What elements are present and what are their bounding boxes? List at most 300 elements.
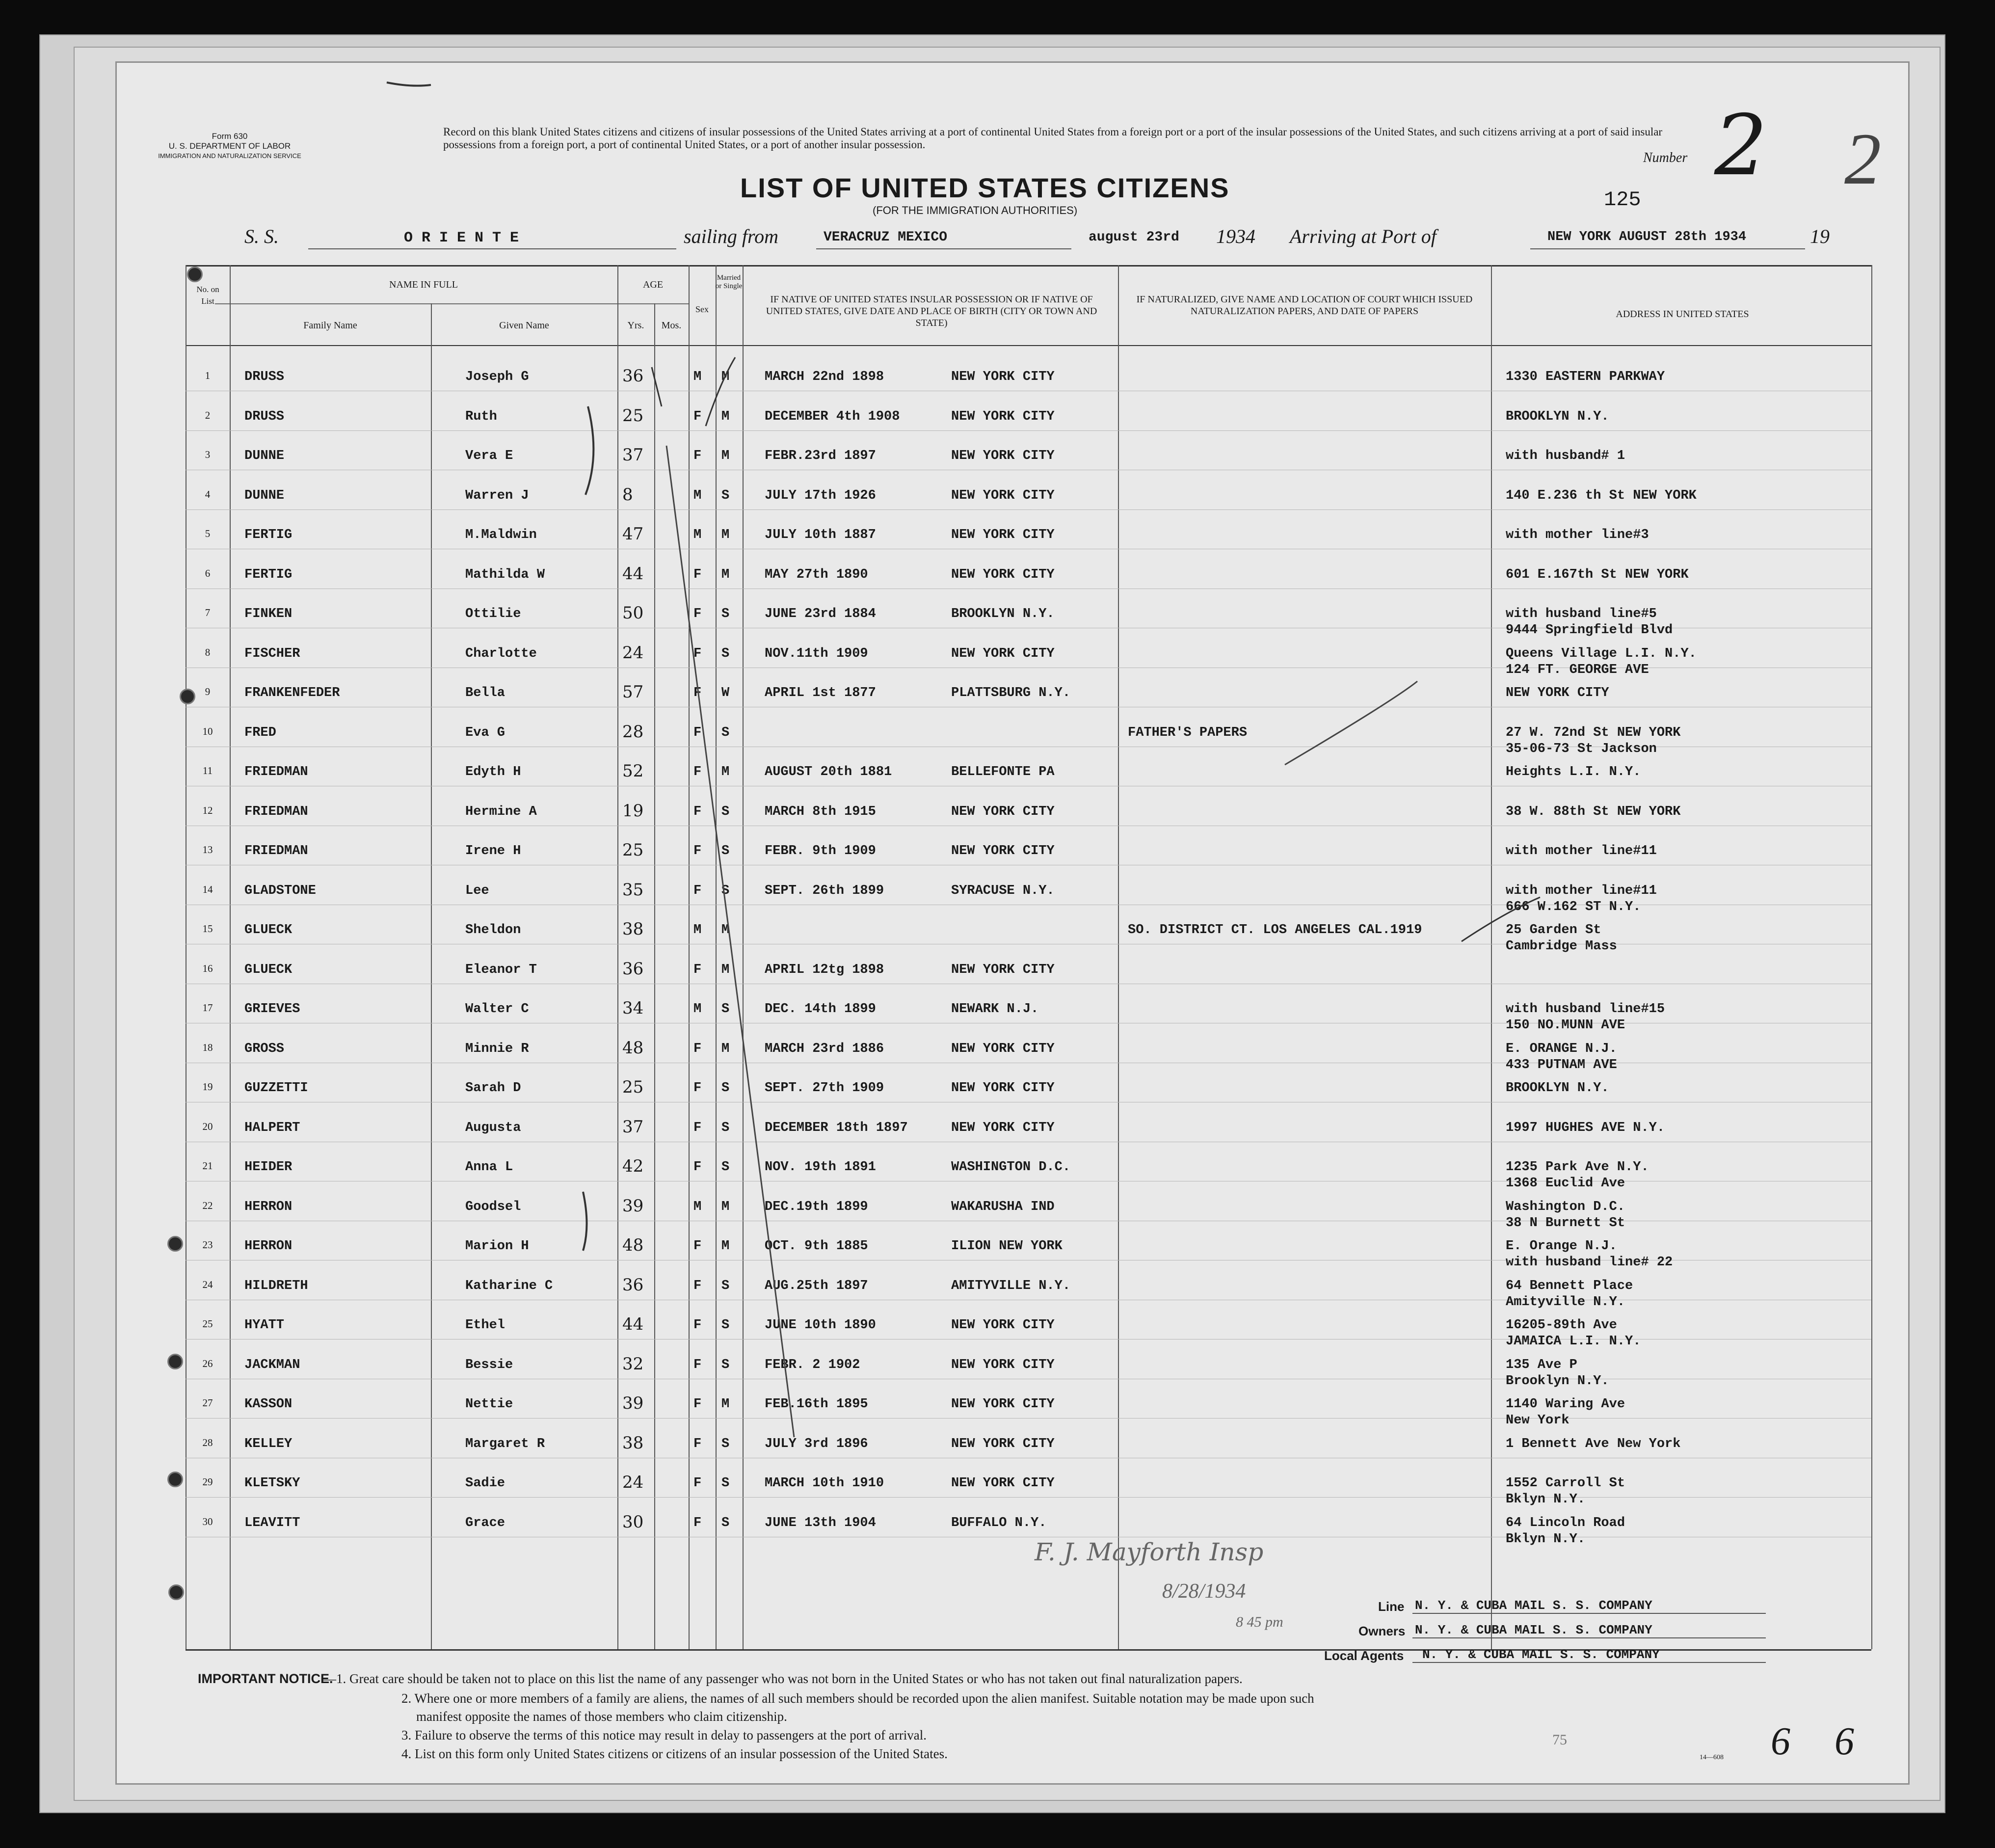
cell-no: 16	[202, 962, 213, 974]
binder-hole	[167, 1236, 183, 1252]
owners-label: Owners	[1358, 1624, 1406, 1638]
cell-sex: M	[693, 923, 702, 937]
sailing-date: august 23rd	[1089, 230, 1179, 245]
cell-sex: F	[693, 1278, 702, 1293]
cell-age: 38	[622, 1433, 644, 1453]
cell-given: Walter C	[465, 1002, 529, 1017]
cell-sex: F	[693, 646, 702, 661]
cell-sex: F	[693, 1041, 702, 1056]
cell-family: FISCHER	[244, 646, 300, 661]
cell-address2: Bklyn N.Y.	[1506, 1492, 1586, 1507]
notice-item-3: 3. Failure to observe the terms of this notice may result in delay to passengers at the port of arrival.	[401, 1728, 927, 1742]
cell-given: Ethel	[465, 1318, 505, 1333]
cell-ms: M	[721, 1041, 730, 1056]
cell-no: 19	[202, 1081, 213, 1093]
cell-family: DRUSS	[244, 370, 285, 384]
cell-no: 27	[202, 1397, 213, 1409]
cell-sex: F	[693, 1476, 702, 1491]
cell-family: GLUECK	[244, 962, 293, 977]
notice-item-4: 4. List on this form only United States citizens or citizens of an insular possession of the United States.	[401, 1746, 948, 1761]
cell-address1: 1330 EASTERN PARKWAY	[1506, 370, 1665, 384]
binder-hole	[187, 267, 203, 282]
cell-ms: S	[721, 1160, 730, 1175]
cell-age: 42	[622, 1156, 644, 1176]
page-number: 125	[1604, 188, 1641, 212]
cell-address1: Washington D.C.	[1506, 1199, 1625, 1214]
cell-sex: F	[693, 1397, 702, 1412]
department-name: U. S. DEPARTMENT OF LABOR	[168, 141, 291, 151]
cell-no: 30	[202, 1515, 213, 1527]
cell-no: 13	[202, 844, 213, 856]
cell-ms: S	[721, 1120, 730, 1135]
cell-age: 44	[622, 563, 644, 584]
cell-given: M.Maldwin	[465, 528, 537, 542]
cell-birth-date: JULY 10th 1887	[765, 528, 876, 542]
cell-sex: F	[693, 844, 702, 858]
cell-address2: Cambridge Mass	[1506, 939, 1617, 954]
notice-title: IMPORTANT NOTICE.	[198, 1671, 333, 1686]
cell-address1: E. ORANGE N.J.	[1506, 1041, 1617, 1056]
col-address: ADDRESS IN UNITED STATES	[1616, 309, 1749, 320]
cell-given: Ruth	[465, 409, 497, 424]
cell-birth-place: NEW YORK CITY	[951, 449, 1055, 463]
cell-sex: F	[693, 567, 702, 582]
cell-birth-date: MARCH 8th 1915	[765, 804, 876, 819]
cell-family: GUZZETTI	[244, 1081, 308, 1096]
cell-birth-place: NEW YORK CITY	[951, 528, 1055, 542]
service-name: IMMIGRATION AND NATURALIZATION SERVICE	[158, 152, 301, 160]
cell-ms: M	[721, 567, 730, 582]
cell-address1: 601 E.167th St NEW YORK	[1506, 567, 1689, 582]
cell-birth-place: NEWARK N.J.	[951, 1002, 1039, 1017]
cell-address1: 1 Bennett Ave New York	[1506, 1436, 1681, 1451]
cell-birth-place: NEW YORK CITY	[951, 1081, 1055, 1096]
cell-ms: S	[721, 1476, 730, 1491]
cell-family: FERTIG	[244, 528, 293, 542]
record-instruction: Record on this blank United States citizens and citizens of insular possessions of the United States arriving at a port of continental United States from a foreign port or a port of the insular possessions of the United States, and such citizens arriving at a port of said insular possessions from a foreign port, a port of continental United States, or a port of another insular possession.	[443, 126, 1663, 151]
cell-no: 10	[202, 725, 213, 737]
cell-ms: S	[721, 1278, 730, 1293]
cell-family: GLADSTONE	[244, 883, 316, 898]
cell-age: 35	[622, 880, 644, 900]
cell-birth-place: ILION NEW YORK	[951, 1239, 1063, 1254]
cell-given: Bessie	[465, 1357, 513, 1372]
cell-address2: Bklyn N.Y.	[1506, 1531, 1586, 1547]
cell-birth-date: DEC.19th 1899	[765, 1199, 868, 1214]
col-family-name: Family Name	[303, 320, 357, 331]
cell-birth-date: OCT. 9th 1885	[765, 1239, 868, 1254]
cell-age: 24	[622, 1473, 644, 1492]
cell-sex: F	[693, 607, 702, 621]
corner-mark-b: 6	[1835, 1720, 1854, 1763]
cell-age: 25	[622, 840, 644, 860]
cell-ms: S	[721, 844, 730, 858]
cell-address1: 25 Garden St	[1506, 923, 1601, 937]
cell-ms: M	[721, 765, 730, 779]
cell-address1: Heights L.I. N.Y.	[1506, 765, 1641, 779]
cell-address2: Brooklyn N.Y.	[1506, 1373, 1609, 1389]
cell-address2: with husband line# 22	[1506, 1255, 1673, 1270]
cell-family: GROSS	[244, 1041, 285, 1056]
cell-sex: F	[693, 1436, 702, 1451]
cell-age: 36	[622, 1275, 644, 1295]
cell-given: Marion H	[465, 1239, 529, 1254]
cell-birth-place: AMITYVILLE N.Y.	[951, 1278, 1071, 1293]
cell-birth-place: NEW YORK CITY	[951, 1120, 1055, 1135]
cell-family: DUNNE	[244, 449, 285, 463]
cell-birth-place: NEW YORK CITY	[951, 370, 1055, 384]
corner-mark-a: 6	[1771, 1720, 1790, 1763]
cell-birth-place: PLATTSBURG N.Y.	[951, 686, 1071, 700]
cell-age: 24	[622, 643, 644, 663]
cell-address2: 9444 Springfield Blvd	[1506, 623, 1673, 638]
arriving-label: Arriving at Port of	[1290, 225, 1436, 247]
cell-ms: S	[721, 1515, 730, 1530]
binder-hole	[168, 1584, 184, 1600]
cell-ms: M	[721, 1397, 730, 1412]
cell-sex: M	[693, 528, 702, 542]
cell-age: 34	[622, 998, 644, 1018]
cell-no: 7	[205, 607, 211, 618]
cell-family: FINKEN	[244, 607, 293, 621]
cell-birth-date: MAY 27th 1890	[765, 567, 868, 582]
cell-address1: 135 Ave P	[1506, 1357, 1577, 1372]
cell-ms: M	[721, 923, 730, 937]
cell-birth-place: NEW YORK CITY	[951, 1041, 1055, 1056]
notice-item-2: 2. Where one or more members of a family are aliens, the names of all such members should be recorded upon the alien manifest. Suitable notation may be made upon such	[401, 1691, 1314, 1706]
notice-item-2-cont: manifest opposite the names of those members who claim citizenship.	[416, 1709, 787, 1724]
cell-ms: S	[721, 646, 730, 661]
manifest-page	[115, 61, 1910, 1785]
cell-ms: S	[721, 883, 730, 898]
cell-given: Ottilie	[465, 607, 521, 621]
cell-birth-date: FEBR.23rd 1897	[765, 449, 876, 463]
inspection-date: 8/28/1934	[1162, 1580, 1246, 1603]
cell-birth-place: SYRACUSE N.Y.	[951, 883, 1055, 898]
cell-no: 12	[202, 804, 213, 816]
cell-no: 17	[202, 1002, 213, 1014]
binder-hole	[167, 1472, 183, 1487]
cell-family: KELLEY	[244, 1436, 293, 1451]
cell-given: Sarah D	[465, 1081, 521, 1096]
cell-no: 4	[205, 488, 211, 500]
cell-birth-date: SEPT. 27th 1909	[765, 1081, 884, 1096]
cell-no: 15	[202, 923, 213, 935]
cell-address1: 64 Bennett Place	[1506, 1278, 1633, 1293]
cell-family: DRUSS	[244, 409, 285, 424]
cell-family: GLUECK	[244, 923, 293, 937]
line-value: N. Y. & CUBA MAIL S. S. COMPANY	[1415, 1598, 1652, 1613]
cell-family: GRIEVES	[244, 1002, 300, 1017]
cell-birth-date: JUNE 10th 1890	[765, 1318, 876, 1333]
page-subtitle: (FOR THE IMMIGRATION AUTHORITIES)	[873, 204, 1078, 216]
cell-family: KASSON	[244, 1397, 293, 1412]
cell-birth-date: APRIL 1st 1877	[765, 686, 876, 700]
cell-address2: Amityville N.Y.	[1506, 1294, 1625, 1310]
cell-sex: F	[693, 409, 702, 424]
cell-age: 32	[622, 1354, 644, 1374]
cell-given: Sadie	[465, 1476, 505, 1491]
form-number: Form 630	[212, 132, 248, 141]
cell-no: 5	[205, 528, 211, 539]
arrival-info: NEW YORK AUGUST 28th 1934	[1547, 230, 1747, 244]
cell-address2: 150 NO.MUNN AVE	[1506, 1018, 1625, 1033]
cell-no: 1	[205, 370, 211, 381]
handwritten-marks	[117, 63, 1908, 1783]
cell-birth-date: DECEMBER 4th 1908	[765, 409, 900, 424]
cell-address1: 1140 Waring Ave	[1506, 1397, 1625, 1412]
cell-address1: 1235 Park Ave N.Y.	[1506, 1160, 1649, 1175]
cell-sex: M	[693, 1199, 702, 1214]
cell-no: 21	[202, 1160, 213, 1172]
cell-address1: 27 W. 72nd St NEW YORK	[1506, 725, 1681, 740]
cell-sex: F	[693, 686, 702, 700]
cell-age: 52	[622, 761, 644, 781]
cell-given: Eva G	[465, 725, 505, 740]
cell-address2: New York	[1506, 1413, 1569, 1428]
cell-address2: 124 FT. GEORGE AVE	[1506, 662, 1649, 677]
cell-ms: S	[721, 1436, 730, 1451]
cell-given: Joseph G	[465, 370, 529, 384]
cell-birth-place: BROOKLYN N.Y.	[951, 607, 1055, 621]
col-no-on-list: No. on List	[196, 285, 219, 306]
cell-sex: F	[693, 1515, 702, 1530]
cell-birth-place: NEW YORK CITY	[951, 567, 1055, 582]
cell-family: HERRON	[244, 1199, 293, 1214]
cell-naturalized: FATHER'S PAPERS	[1128, 725, 1248, 740]
cell-birth-place: NEW YORK CITY	[951, 1397, 1055, 1412]
cell-birth-date: AUG.25th 1897	[765, 1278, 868, 1293]
cell-no: 22	[202, 1199, 213, 1211]
cell-age: 50	[622, 603, 644, 623]
cell-address1: 16205-89th Ave	[1506, 1318, 1617, 1333]
cell-no: 26	[202, 1357, 213, 1369]
cell-sex: M	[693, 370, 702, 384]
cell-family: FRIEDMAN	[244, 844, 308, 858]
cell-ms: S	[721, 488, 730, 503]
print-code: 14—608	[1700, 1754, 1724, 1761]
cell-birth-date: NOV. 19th 1891	[765, 1160, 876, 1175]
cell-ms: S	[721, 1357, 730, 1372]
cell-ms: M	[721, 409, 730, 424]
cell-given: Hermine A	[465, 804, 537, 819]
cell-age: 36	[622, 366, 644, 386]
sailing-from-label: sailing from	[684, 225, 778, 247]
arrival-year-suffix: 19	[1810, 225, 1830, 247]
cell-family: KLETSKY	[244, 1476, 300, 1491]
cell-birth-date: APRIL 12tg 1898	[765, 962, 884, 977]
cell-sex: F	[693, 1160, 702, 1175]
cell-ms: M	[721, 370, 730, 384]
cell-age: 30	[622, 1512, 644, 1532]
cell-address1: with mother line#3	[1506, 528, 1649, 542]
col-naturalized: IF NATURALIZED, GIVE NAME AND LOCATION OF COURT WHICH ISSUED NATURALIZATION PAPERS, AND DATE OF PAPERS	[1136, 294, 1473, 317]
cell-given: Sheldon	[465, 923, 521, 937]
cell-no: 9	[205, 686, 211, 697]
cell-age: 38	[622, 919, 644, 939]
cell-address1: BROOKLYN N.Y.	[1506, 409, 1609, 424]
stamp-number: 75	[1552, 1732, 1567, 1748]
cell-no: 6	[205, 567, 211, 579]
cell-family: FRED	[244, 725, 276, 740]
cell-ms: M	[721, 1239, 730, 1254]
cell-ms: M	[721, 449, 730, 463]
cell-address1: with mother line#11	[1506, 883, 1657, 898]
cell-family: DUNNE	[244, 488, 285, 503]
inspector-signature: F. J. Mayforth Insp	[1035, 1538, 1264, 1566]
binder-hole	[167, 1354, 183, 1369]
cell-birth-place: NEW YORK CITY	[951, 844, 1055, 858]
cell-address1: Queens Village L.I. N.Y.	[1506, 646, 1697, 661]
cell-given: Augusta	[465, 1120, 521, 1135]
cell-age: 57	[622, 682, 644, 702]
cell-given: Katharine C	[465, 1278, 553, 1293]
cell-sex: F	[693, 962, 702, 977]
cell-address2: 433 PUTNAM AVE	[1506, 1057, 1617, 1072]
cell-birth-place: NEW YORK CITY	[951, 409, 1055, 424]
cell-given: Grace	[465, 1515, 505, 1530]
cell-family: FRIEDMAN	[244, 765, 308, 779]
cell-given: Lee	[465, 883, 489, 898]
cell-no: 24	[202, 1278, 213, 1290]
line-label: Line	[1378, 1599, 1405, 1614]
cell-ms: M	[721, 528, 730, 542]
cell-birth-place: WASHINGTON D.C.	[951, 1160, 1071, 1175]
cell-given: Edyth H	[465, 765, 521, 779]
cell-age: 44	[622, 1314, 644, 1334]
number-value: 2	[1714, 97, 1768, 194]
cell-birth-place: BELLEFONTE PA	[951, 765, 1055, 779]
cell-address1: 64 Lincoln Road	[1506, 1515, 1625, 1530]
cell-age: 25	[622, 405, 644, 426]
cell-birth-place: NEW YORK CITY	[951, 488, 1055, 503]
cell-birth-place: BUFFALO N.Y.	[951, 1515, 1047, 1530]
cell-ms: M	[721, 962, 730, 977]
cell-address1: with mother line#11	[1506, 844, 1657, 858]
number-label: Number	[1643, 150, 1688, 165]
cell-family: FERTIG	[244, 567, 293, 582]
cell-ms: S	[721, 725, 730, 740]
cell-sex: F	[693, 1120, 702, 1135]
cell-birth-place: NEW YORK CITY	[951, 1436, 1055, 1451]
cell-ms: S	[721, 1081, 730, 1096]
cell-sex: F	[693, 1239, 702, 1254]
cell-ms: S	[721, 1002, 730, 1017]
cell-address1: with husband line#15	[1506, 1002, 1665, 1017]
cell-ms: S	[721, 804, 730, 819]
cell-given: Charlotte	[465, 646, 537, 661]
cell-ms: S	[721, 607, 730, 621]
col-sex: Sex	[695, 304, 709, 314]
col-married-single: Married or Single	[715, 274, 743, 290]
cell-address1: 140 E.236 th St NEW YORK	[1506, 488, 1697, 503]
cell-address1: 1997 HUGHES AVE N.Y.	[1506, 1120, 1665, 1135]
cell-ms: S	[721, 1318, 730, 1333]
cell-family: HERRON	[244, 1239, 293, 1254]
cell-birth-place: NEW YORK CITY	[951, 646, 1055, 661]
ss-label: S. S.	[244, 225, 279, 247]
cell-birth-date: FEB.16th 1895	[765, 1397, 868, 1412]
cell-birth-place: NEW YORK CITY	[951, 962, 1055, 977]
cell-birth-date: MARCH 22nd 1898	[765, 370, 884, 384]
cell-family: FRANKENFEDER	[244, 686, 340, 700]
cell-no: 20	[202, 1120, 213, 1132]
cell-given: Warren J	[465, 488, 529, 503]
cell-address1: with husband line#5	[1506, 607, 1657, 621]
cell-no: 11	[202, 765, 213, 777]
cell-age: 25	[622, 1077, 644, 1097]
cell-age: 47	[622, 524, 644, 544]
cell-address2: 38 N Burnett St	[1506, 1215, 1625, 1231]
cell-birth-place: NEW YORK CITY	[951, 1357, 1055, 1372]
cell-age: 39	[622, 1393, 644, 1413]
cell-no: 18	[202, 1041, 213, 1053]
agents-value: N. Y. & CUBA MAIL S. S. COMPANY	[1422, 1647, 1660, 1662]
cell-naturalized: SO. DISTRICT CT. LOS ANGELES CAL.1919	[1128, 923, 1422, 937]
ship-name: O R I E N T E	[404, 230, 519, 246]
cell-given: Irene H	[465, 844, 521, 858]
cell-birth-date: FEBR. 9th 1909	[765, 844, 876, 858]
cell-address2: 1368 Euclid Ave	[1506, 1176, 1625, 1191]
cell-birth-date: FEBR. 2 1902	[765, 1357, 860, 1372]
cell-sex: F	[693, 449, 702, 463]
cell-sex: M	[693, 488, 702, 503]
cell-age: 37	[622, 1117, 644, 1137]
page-title: LIST OF UNITED STATES CITIZENS	[740, 172, 1230, 203]
cell-family: FRIEDMAN	[244, 804, 308, 819]
cell-family: HALPERT	[244, 1120, 300, 1135]
cell-age: 28	[622, 722, 644, 742]
cell-address1: NEW YORK CITY	[1506, 686, 1609, 700]
cell-family: HEIDER	[244, 1160, 293, 1175]
cell-given: Eleanor T	[465, 962, 537, 977]
col-months: Mos.	[661, 320, 682, 331]
cell-no: 2	[205, 409, 211, 421]
agents-label: Local Agents	[1324, 1648, 1404, 1663]
cell-birth-date: JUNE 13th 1904	[765, 1515, 876, 1530]
cell-age: 48	[622, 1235, 644, 1255]
cell-birth-place: WAKARUSHA IND	[951, 1199, 1055, 1214]
cell-address1: E. Orange N.J.	[1506, 1239, 1617, 1254]
col-age: AGE	[642, 279, 664, 290]
cell-age: 19	[622, 801, 644, 821]
cell-address2: 35-06-73 St Jackson	[1506, 741, 1657, 756]
cell-birth-date: NOV.11th 1909	[765, 646, 868, 661]
cell-given: Nettie	[465, 1397, 513, 1412]
cell-sex: F	[693, 1081, 702, 1096]
cell-no: 29	[202, 1476, 213, 1488]
cell-age: 8	[622, 484, 633, 505]
cell-no: 25	[202, 1318, 213, 1330]
cell-birth-date: SEPT. 26th 1899	[765, 883, 884, 898]
cell-age: 37	[622, 445, 644, 465]
inspection-time: 8 45 pm	[1236, 1614, 1283, 1630]
cell-given: Margaret R	[465, 1436, 545, 1451]
cell-sex: F	[693, 725, 702, 740]
cell-birth-place: NEW YORK CITY	[951, 1476, 1055, 1491]
cell-birth-date: JULY 17th 1926	[765, 488, 876, 503]
cell-birth-date: JUNE 23rd 1884	[765, 607, 876, 621]
cell-ms: M	[721, 1199, 730, 1214]
cell-sex: F	[693, 883, 702, 898]
cell-age: 36	[622, 959, 644, 979]
col-birth: IF NATIVE OF UNITED STATES INSULAR POSSESSION OR IF NATIVE OF UNITED STATES, GIVE DATE AND PLACE OF BIRTH (CITY OR TOWN AND STATE)	[766, 294, 1097, 328]
cell-no: 3	[205, 449, 211, 460]
cell-birth-date: MARCH 10th 1910	[765, 1476, 884, 1491]
cell-sex: F	[693, 1357, 702, 1372]
cell-given: Anna L	[465, 1160, 513, 1175]
col-given-name: Given Name	[499, 320, 549, 331]
